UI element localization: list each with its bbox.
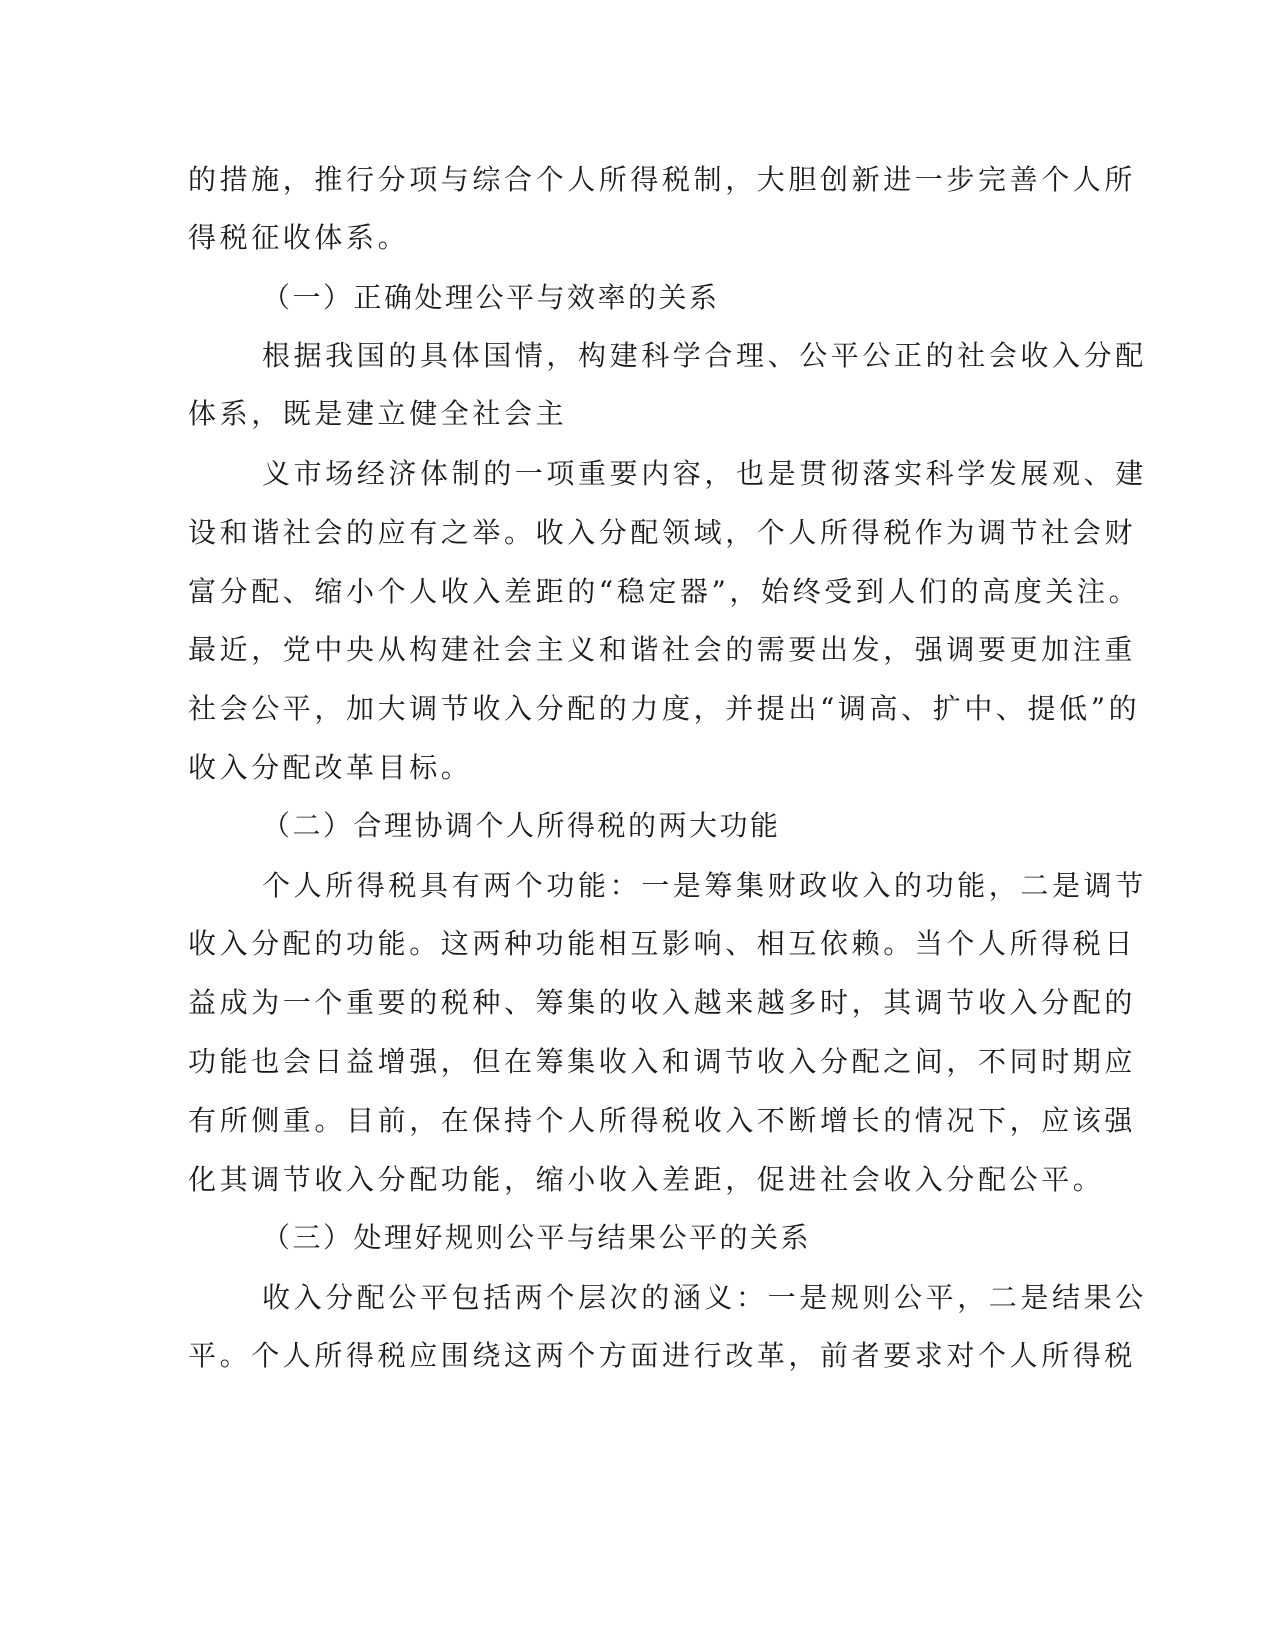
paragraph-line: 益成为一个重要的税种、筹集的收入越来越多时，其调节收入分配的	[188, 986, 1137, 1019]
paragraph-line: 体系，既是建立健全社会主	[188, 397, 568, 430]
paragraph-line: 富分配、缩小个人收入差距的“稳定器”，始终受到人们的高度关注。	[188, 575, 1141, 608]
paragraph-line: 的措施，推行分项与综合个人所得税制，大胆创新进一步完善个人所	[188, 163, 1137, 196]
section-heading-3: （三）处理好规则公平与结果公平的关系	[262, 1221, 812, 1254]
paragraph-line: 设和谐社会的应有之举。收入分配领域，个人所得税作为调节社会财	[188, 516, 1137, 549]
paragraph-line: 有所侧重。目前，在保持个人所得税收入不断增长的情况下，应该强	[188, 1104, 1137, 1137]
section-heading-2: （二）合理协调个人所得税的两大功能	[262, 809, 781, 842]
paragraph-line: 收入分配的功能。这两种功能相互影响、相互依赖。当个人所得税日	[188, 927, 1137, 960]
paragraph-line: 最近，党中央从构建社会主义和谐社会的需要出发，强调要更加注重	[188, 633, 1137, 666]
paragraph-line: 功能也会日益增强，但在筹集收入和调节收入分配之间，不同时期应	[188, 1045, 1137, 1078]
paragraph-line: 化其调节收入分配功能，缩小收入差距，促进社会收入分配公平。	[188, 1163, 1105, 1196]
paragraph-line: 平。个人所得税应围绕这两个方面进行改革，前者要求对个人所得税	[188, 1339, 1137, 1372]
paragraph-first-line: 根据我国的具体国情，构建科学合理、公平公正的社会收入分配	[262, 339, 1147, 372]
paragraph-line: 社会公平，加大调节收入分配的力度，并提出“调高、扩中、提低”的	[188, 692, 1141, 725]
paragraph-first-line: 收入分配公平包括两个层次的涵义：一是规则公平，二是结果公	[262, 1281, 1147, 1314]
paragraph-first-line: 义市场经济体制的一项重要内容，也是贯彻落实科学发展观、建	[262, 457, 1147, 490]
paragraph-line: 得税征收体系。	[188, 221, 410, 254]
section-heading-1: （一）正确处理公平与效率的关系	[262, 281, 720, 314]
paragraph-first-line: 个人所得税具有两个功能：一是筹集财政收入的功能，二是调节	[262, 869, 1147, 902]
paragraph-line: 收入分配改革目标。	[188, 751, 473, 784]
